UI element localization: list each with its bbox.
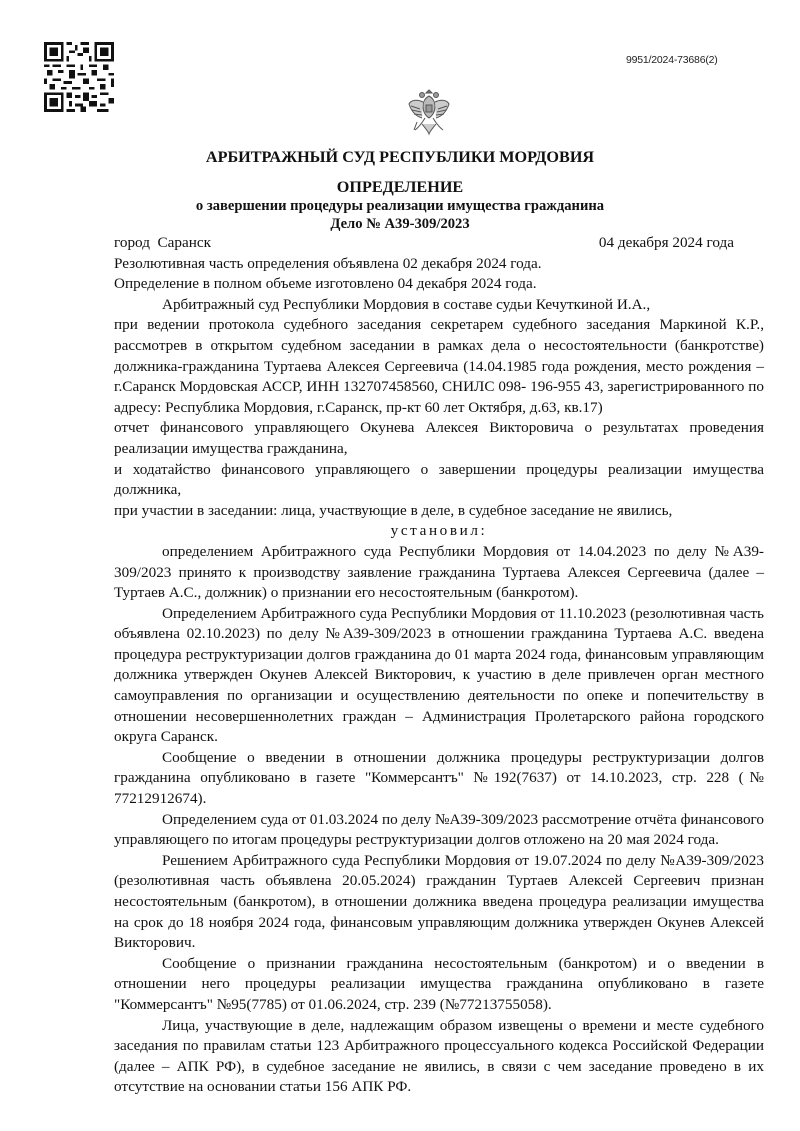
paragraph-motion: и ходатайство финансового управляющего о завершении процедуры реализации имущества должника,: [114, 460, 764, 499]
paragraph-attendance: при участии в заседании: лица, участвующие в деле, в судебное заседание не явились,: [114, 501, 673, 519]
coat-of-arms-icon: [407, 86, 451, 138]
paragraph-acceptance: определением Арбитражного суда Республики Мордовия от 14.04.2023 по делу №А39-309/2023 принято к производству заявление гражданина Туртаева Алексея Сергеевича (далее – Туртаев А.С., должник) о признании его несостоятельным (банкротом).: [114, 542, 764, 602]
paragraph-court-composition: Арбитражный суд Республики Мордовия в составе судьи Кечуткиной И.А.,: [162, 295, 651, 313]
case-number: Дело № А39-309/2023: [330, 216, 470, 232]
paragraph-full-text-date: Определение в полном объеме изготовлено 04 декабря 2024 года.: [114, 275, 537, 293]
paragraph-postponement: Определением суда от 01.03.2024 по делу №А39-309/2023 рассмотрение отчёта финансового управляющего по итогам процедуры реструктуризации долгов отложено на 20 мая 2024 года.: [114, 810, 764, 849]
city: город Саранск: [114, 234, 211, 251]
document-number: 9951/2024-73686(2): [626, 54, 718, 66]
paragraph-case-description: при ведении протокола судебного заседания секретарем судебного заседания Маркиной К.Р., рассмотрев в открытом судебном заседании в рамках дела о несостоятельности (банкротстве) должника-гражданина Туртаева Алексея Сергеевича (14.04.1985 года рождения, место рождения – г.Саранск Мордовская АССР, ИНН 132707458560, СНИЛС 098- 196-955 43, зарегистрированного по адресу: Республика Мордовия, г.Саранск, пр-кт 60 лет Октября, д.63, кв.17): [114, 316, 764, 416]
document-body: [114, 233, 764, 1098]
paragraph-publication-1: Сообщение о введении в отношении должника процедуры реструктуризации долгов гражданина опубликовано в газете "Коммерсантъ" №192(7637) от 14.10.2023, стр. 228 (№ 77212912674).: [114, 748, 764, 808]
paragraph-notification: Лица, участвующие в деле, надлежащим образом извещены о времени и месте судебного заседания по правилам статьи 123 Арбитражного процессуального кодекса Российской Федерации (далее – АПК РФ), в судебное заседание не явились, в связи с чем заседание проведено в их отсутствие на основании статьи 156 АПК РФ.: [114, 1016, 764, 1096]
document-subject: о завершении процедуры реализации имущества гражданина: [195, 198, 605, 214]
document-type: ОПРЕДЕЛЕНИЕ: [336, 178, 464, 196]
paragraph-resolution-date: Резолютивная часть определения объявлена 02 декабря 2024 года.: [114, 254, 542, 272]
place-date-row: [114, 233, 764, 254]
paragraph-bankruptcy-decision: Решением Арбитражного суда Республики Мордовия от 19.07.2024 по делу №А39-309/2023 (резолютивная часть объявлена 20.05.2024) гражданин Туртаев Алексей Сергеевич признан несостоятельным (банкротом), в отношении должника введена процедура реализации имущества на срок до 18 ноября 2024 года, финансовым управляющим должника утвержден Окунев Алексей Викторович.: [114, 851, 764, 952]
court-name: АРБИТРАЖНЫЙ СУД РЕСПУБЛИКИ МОРДОВИЯ: [205, 148, 595, 166]
section-established: установил:: [390, 522, 488, 540]
paragraph-publication-2: Сообщение о признании гражданина несостоятельным (банкротом) и о введении в отношении него процедуры реализации имущества гражданина опубликовано в газете "Коммерсантъ" №95(7785) от 01.06.2024, стр. 239 (№77213755058).: [114, 954, 764, 1013]
paragraph-restructuring: Определением Арбитражного суда Республики Мордовия от 11.10.2023 (резолютивная часть объявлена 02.10.2023) по делу №А39-309/2023 в отношении гражданина Туртаева А.С. введена процедура реструктуризации долгов гражданина до 01 марта 2024 года, финансовым управляющим должника утвержден Окунев Алексей Викторович, к участию в деле привлечен орган местного самоуправления по организации и осуществлению деятельности по опеке и попечительству в отношении несовершеннолетних граждан – Администрация Пролетарского района городского округа Саранск.: [114, 604, 764, 746]
decision-date: 04 декабря 2024 года: [598, 234, 734, 251]
paragraph-report: отчет финансового управляющего Окунева Алексея Викторовича о результатах проведения реализации имущества гражданина,: [114, 419, 764, 457]
qr-code-icon: [44, 42, 114, 112]
